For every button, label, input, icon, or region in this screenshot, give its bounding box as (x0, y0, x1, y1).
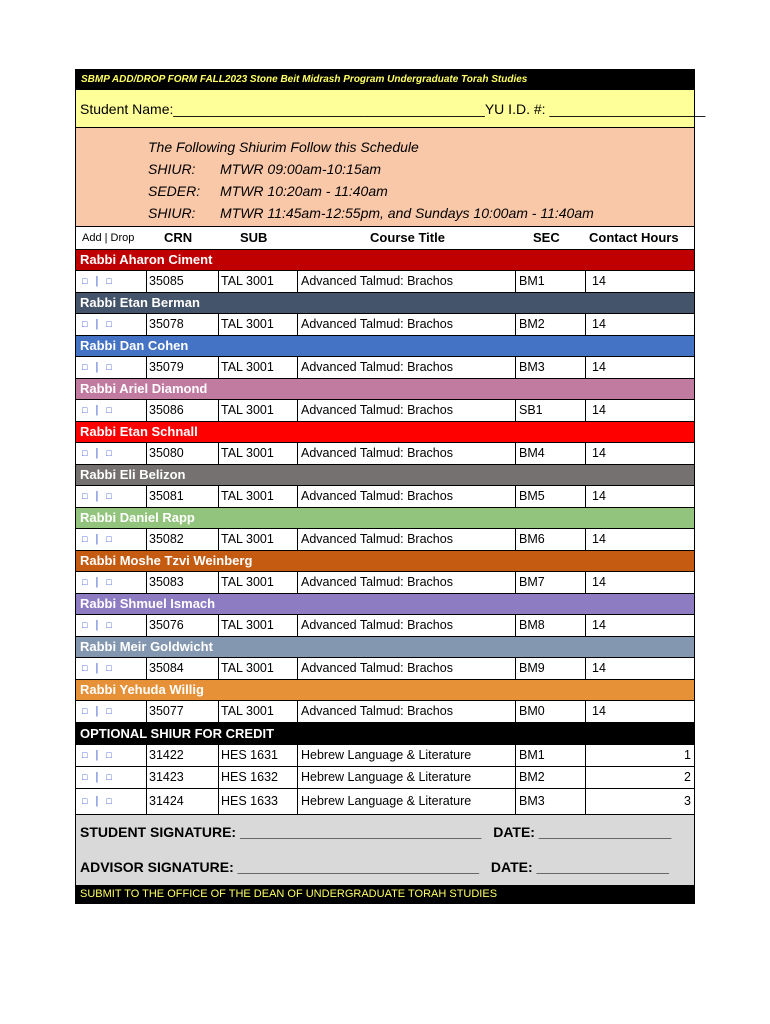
course-row (76, 400, 694, 422)
sec-cell: BM3 (515, 789, 585, 814)
add-drop-form (75, 69, 706, 904)
sec-cell: BM1 (515, 271, 585, 292)
hours-cell: 1 (585, 745, 694, 766)
drop-checkbox[interactable]: □ (106, 706, 113, 716)
separator: | (95, 533, 100, 545)
add-drop-cell (76, 767, 146, 788)
separator: | (95, 361, 100, 373)
title-cell: Advanced Talmud: Brachos (297, 400, 515, 421)
column-headers (76, 226, 694, 250)
rabbi-header: Rabbi Dan Cohen (76, 336, 694, 357)
separator: | (95, 447, 100, 459)
separator: | (95, 275, 100, 287)
hours-cell: 14 (585, 400, 694, 421)
add-drop-cell (76, 443, 146, 464)
student-signature-field[interactable]: _______________________________ (239, 824, 482, 840)
sec-cell: BM9 (515, 658, 585, 679)
sub-cell: TAL 3001 (218, 529, 297, 550)
sec-cell: BM8 (515, 615, 585, 636)
add-drop-cell (76, 400, 146, 421)
crn-cell: 35084 (146, 658, 218, 679)
hours-cell: 14 (585, 486, 694, 507)
advisor-signature-field[interactable]: _______________________________ (237, 859, 480, 875)
shiur-sections (76, 250, 694, 723)
schedule-time: MTWR 09:00am-10:15am (220, 161, 382, 177)
col-course-title: Course Title (370, 230, 445, 245)
submit-note: SUBMIT TO THE OFFICE OF THE DEAN OF UNDERGRADUATE TORAH STUDIES (76, 885, 694, 903)
crn-cell: 31423 (146, 767, 218, 788)
rabbi-header: Rabbi Aharon Ciment (76, 250, 694, 271)
crn-cell: 35082 (146, 529, 218, 550)
schedule-box (76, 128, 694, 226)
add-checkbox[interactable]: □ (82, 706, 89, 716)
title-cell: Advanced Talmud: Brachos (297, 572, 515, 593)
rabbi-header: Rabbi Yehuda Willig (76, 680, 694, 701)
course-row (76, 443, 694, 465)
sub-cell: TAL 3001 (218, 357, 297, 378)
sec-cell: BM2 (515, 767, 585, 788)
schedule-time: MTWR 10:20am - 11:40am (220, 183, 388, 199)
drop-checkbox[interactable]: □ (106, 319, 113, 329)
crn-cell: 35081 (146, 486, 218, 507)
sec-cell: BM6 (515, 529, 585, 550)
add-drop-cell (76, 357, 146, 378)
add-checkbox[interactable]: □ (82, 491, 89, 501)
hours-cell: 14 (585, 357, 694, 378)
student-name-label: Student Name: (80, 100, 174, 117)
sub-cell: HES 1633 (218, 789, 297, 814)
course-row (76, 701, 694, 723)
course-row (76, 615, 694, 637)
title-cell: Advanced Talmud: Brachos (297, 443, 515, 464)
add-drop-cell (76, 271, 146, 292)
title-cell: Advanced Talmud: Brachos (297, 486, 515, 507)
hours-cell: 2 (585, 767, 694, 788)
separator: | (95, 771, 100, 783)
schedule-line (76, 180, 694, 202)
separator: | (95, 662, 100, 674)
drop-checkbox[interactable]: □ (106, 663, 113, 673)
schedule-time: MTWR 11:45am-12:55pm, and Sundays 10:00am - 11:40am (220, 205, 594, 221)
crn-cell: 35077 (146, 701, 218, 722)
title-cell: Advanced Talmud: Brachos (297, 314, 515, 335)
crn-cell: 31422 (146, 745, 218, 766)
optional-rows (76, 745, 694, 815)
add-drop-cell (76, 658, 146, 679)
date-label: DATE: (490, 859, 533, 875)
crn-cell: 35083 (146, 572, 218, 593)
sec-cell: BM0 (515, 701, 585, 722)
hours-cell: 14 (585, 572, 694, 593)
hours-cell: 3 (585, 789, 694, 814)
title-cell: Hebrew Language & Literature (297, 745, 515, 766)
separator: | (95, 576, 100, 588)
separator: | (95, 705, 100, 717)
add-checkbox[interactable]: □ (82, 319, 89, 329)
sec-cell: BM4 (515, 443, 585, 464)
add-drop-cell (76, 701, 146, 722)
advisor-signature-row (76, 850, 694, 885)
optional-course-row (76, 745, 694, 767)
title-cell: Advanced Talmud: Brachos (297, 615, 515, 636)
separator: | (95, 318, 100, 330)
course-row (76, 486, 694, 508)
yu-id-field[interactable]: ____________________ (549, 100, 706, 117)
schedule-title: The Following Shiurim Follow this Schedule (148, 139, 419, 155)
title-cell: Advanced Talmud: Brachos (297, 701, 515, 722)
course-row (76, 271, 694, 293)
separator: | (95, 490, 100, 502)
crn-cell: 35085 (146, 271, 218, 292)
drop-checkbox[interactable]: □ (106, 620, 113, 630)
sec-cell: BM3 (515, 357, 585, 378)
form-header: SBMP ADD/DROP FORM FALL2023 Stone Beit Midrash Program Undergraduate Torah Studies (76, 70, 694, 90)
col-sec: SEC (533, 230, 560, 245)
col-add-drop: Add | Drop (82, 232, 135, 244)
rabbi-header: Rabbi Meir Goldwicht (76, 637, 694, 658)
title-cell: Hebrew Language & Literature (297, 767, 515, 788)
separator: | (95, 749, 100, 761)
course-row (76, 658, 694, 680)
add-drop-cell (76, 572, 146, 593)
add-drop-cell (76, 529, 146, 550)
rabbi-header: Rabbi Eli Belizon (76, 465, 694, 486)
drop-checkbox[interactable]: □ (106, 405, 113, 415)
crn-cell: 35076 (146, 615, 218, 636)
sec-cell: BM2 (515, 314, 585, 335)
drop-checkbox[interactable]: □ (106, 796, 113, 806)
optional-course-row (76, 789, 694, 815)
hours-cell: 14 (585, 314, 694, 335)
student-info-bar (76, 90, 706, 128)
sub-cell: HES 1632 (218, 767, 297, 788)
add-checkbox[interactable]: □ (82, 276, 89, 286)
optional-course-row (76, 767, 694, 789)
rabbi-header: Rabbi Moshe Tzvi Weinberg (76, 551, 694, 572)
drop-checkbox[interactable]: □ (106, 491, 113, 501)
sub-cell: TAL 3001 (218, 400, 297, 421)
hours-cell: 14 (585, 701, 694, 722)
title-cell: Advanced Talmud: Brachos (297, 658, 515, 679)
add-checkbox[interactable]: □ (82, 534, 89, 544)
sub-cell: TAL 3001 (218, 486, 297, 507)
optional-header: OPTIONAL SHIUR FOR CREDIT (76, 723, 694, 745)
drop-checkbox[interactable]: □ (106, 362, 113, 372)
course-row (76, 572, 694, 594)
sub-cell: TAL 3001 (218, 271, 297, 292)
rabbi-header: Rabbi Ariel Diamond (76, 379, 694, 400)
drop-checkbox[interactable]: □ (106, 772, 113, 782)
sec-cell: SB1 (515, 400, 585, 421)
drop-checkbox[interactable]: □ (106, 750, 113, 760)
add-checkbox[interactable]: □ (82, 750, 89, 760)
schedule-label: SHIUR: (148, 205, 196, 221)
add-checkbox[interactable]: □ (82, 362, 89, 372)
crn-cell: 35078 (146, 314, 218, 335)
title-cell: Advanced Talmud: Brachos (297, 529, 515, 550)
add-checkbox[interactable]: □ (82, 448, 89, 458)
drop-checkbox[interactable]: □ (106, 534, 113, 544)
sec-cell: BM5 (515, 486, 585, 507)
sec-cell: BM1 (515, 745, 585, 766)
hours-cell: 14 (585, 529, 694, 550)
add-checkbox[interactable]: □ (82, 663, 89, 673)
separator: | (95, 404, 100, 416)
title-cell: Advanced Talmud: Brachos (297, 271, 515, 292)
rabbi-header: Rabbi Daniel Rapp (76, 508, 694, 529)
sub-cell: TAL 3001 (218, 443, 297, 464)
col-contact-hours: Contact Hours (589, 230, 679, 245)
add-drop-cell (76, 789, 146, 814)
course-row (76, 529, 694, 551)
sub-cell: TAL 3001 (218, 615, 297, 636)
crn-cell: 35086 (146, 400, 218, 421)
date-label: DATE: (493, 824, 535, 840)
crn-cell: 31424 (146, 789, 218, 814)
rabbi-header: Rabbi Etan Schnall (76, 422, 694, 443)
separator: | (95, 619, 100, 631)
schedule-line (76, 202, 694, 224)
add-checkbox[interactable]: □ (82, 577, 89, 587)
add-checkbox[interactable]: □ (82, 796, 89, 806)
sub-cell: HES 1631 (218, 745, 297, 766)
sub-cell: TAL 3001 (218, 572, 297, 593)
sub-cell: TAL 3001 (218, 701, 297, 722)
crn-cell: 35079 (146, 357, 218, 378)
col-crn: CRN (164, 230, 193, 245)
sec-cell: BM7 (515, 572, 585, 593)
crn-cell: 35080 (146, 443, 218, 464)
hours-cell: 14 (585, 615, 694, 636)
student-signature-label: STUDENT SIGNATURE: (80, 824, 237, 840)
title-cell: Advanced Talmud: Brachos (297, 357, 515, 378)
rabbi-header: Rabbi Etan Berman (76, 293, 694, 314)
drop-checkbox[interactable]: □ (106, 276, 113, 286)
advisor-signature-label: ADVISOR SIGNATURE: (80, 859, 234, 875)
student-date-field[interactable]: _________________ (538, 824, 672, 840)
drop-checkbox[interactable]: □ (106, 448, 113, 458)
add-checkbox[interactable]: □ (82, 772, 89, 782)
add-drop-cell (76, 314, 146, 335)
col-sub: SUB (240, 230, 268, 245)
schedule-line (76, 158, 694, 180)
schedule-label: SHIUR: (148, 161, 196, 177)
schedule-label: SEDER: (148, 183, 201, 199)
hours-cell: 14 (585, 443, 694, 464)
rabbi-header: Rabbi Shmuel Ismach (76, 594, 694, 615)
add-drop-cell (76, 486, 146, 507)
course-row (76, 357, 694, 379)
drop-checkbox[interactable]: □ (106, 577, 113, 587)
yu-id-label: YU I.D. #: (484, 100, 546, 117)
advisor-date-field[interactable]: _________________ (536, 859, 669, 875)
separator: | (95, 795, 100, 807)
add-drop-cell (76, 745, 146, 766)
sub-cell: TAL 3001 (218, 658, 297, 679)
hours-cell: 14 (585, 658, 694, 679)
student-signature-row (76, 815, 694, 850)
title-cell: Hebrew Language & Literature (297, 789, 515, 814)
add-drop-cell (76, 615, 146, 636)
hours-cell: 14 (585, 271, 694, 292)
student-name-field[interactable]: ________________________________________ (173, 100, 485, 117)
course-row (76, 314, 694, 336)
add-checkbox[interactable]: □ (82, 405, 89, 415)
sub-cell: TAL 3001 (218, 314, 297, 335)
add-checkbox[interactable]: □ (82, 620, 89, 630)
